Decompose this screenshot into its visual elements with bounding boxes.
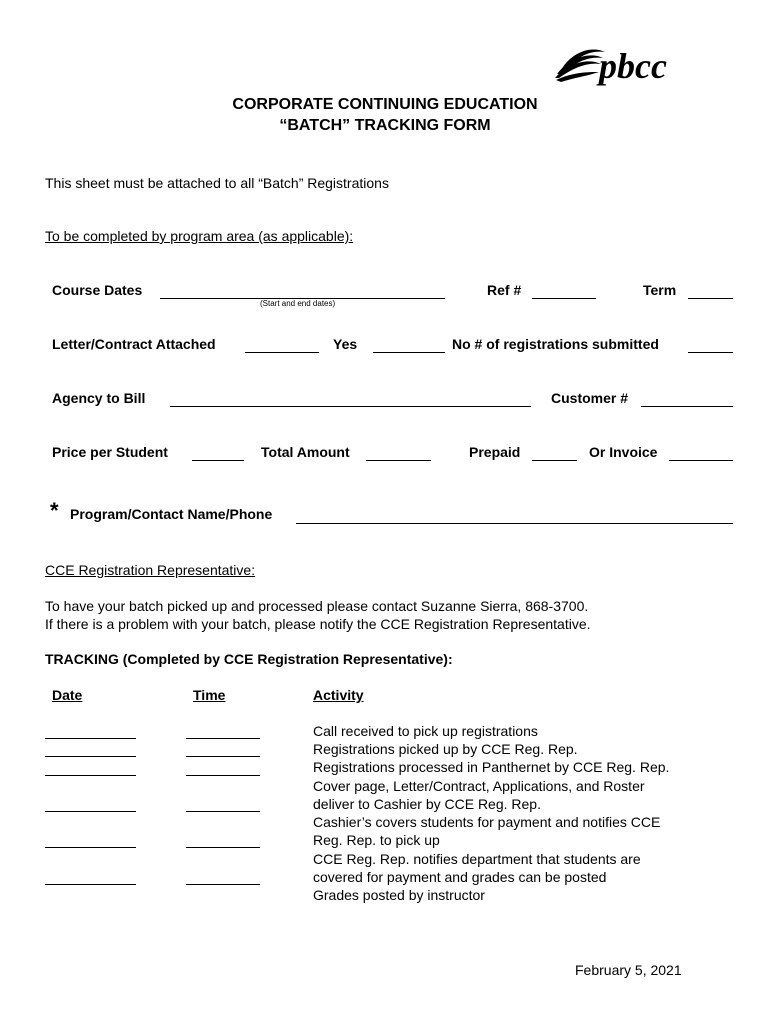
total-label: Total Amount [261,444,350,460]
customer-field[interactable] [641,406,733,407]
col-activity-header: Activity [313,687,364,703]
price-field[interactable] [192,460,244,461]
prepaid-field[interactable] [532,460,577,461]
tracking-date-field[interactable] [45,756,136,757]
price-label: Price per Student [52,444,168,460]
activity-line: covered for payment and grades can be posted [313,869,607,885]
activity-line: deliver to Cashier by CCE Reg. Rep. [313,796,541,812]
no-registrations-label: No # of registrations submitted [452,336,659,352]
tracking-date-field[interactable] [45,847,136,848]
activity-line: CCE Reg. Rep. notifies department that students are [313,851,641,867]
activity-line: Cashier’s covers students for payment and notifies CCE [313,814,661,830]
agency-field[interactable] [170,406,531,407]
tracking-date-field[interactable] [45,884,136,885]
course-dates-hint: (Start and end dates) [260,299,336,308]
term-label: Term [643,282,677,298]
program-contact-field[interactable] [296,523,733,524]
no-registrations-field[interactable] [688,352,733,353]
activity-line: Registrations picked up by CCE Reg. Rep. [313,741,578,757]
form-title-line1: CORPORATE CONTINUING EDUCATION [232,96,538,113]
col-time-header: Time [193,687,226,703]
yes-label: Yes [333,336,358,352]
activity-line: Registrations processed in Panthernet by CCE Reg. Rep. [313,759,670,775]
activity-line: Cover page, Letter/Contract, Applications, and Roster [313,778,645,794]
section-program-heading: To be completed by program area (as applicable): [45,228,354,244]
yes-field[interactable] [373,352,445,353]
section-rep-heading: CCE Registration Representative: [45,562,256,578]
tracking-time-field[interactable] [186,811,260,812]
tracking-date-field[interactable] [45,811,136,812]
footer-date: February 5, 2021 [575,962,682,978]
tracking-time-field[interactable] [186,756,260,757]
rep-instructions-line1: To have your batch picked up and processed please contact Suzanne Sierra, 868-3700. [45,598,589,614]
agency-label: Agency to Bill [52,390,146,406]
intro-text: This sheet must be attached to all “Batch” Registrations [45,175,389,191]
prepaid-label: Prepaid [469,444,521,460]
tracking-date-field[interactable] [45,775,136,776]
tracking-time-field[interactable] [186,738,260,739]
letter-contract-field[interactable] [245,352,319,353]
total-field[interactable] [366,460,431,461]
col-date-header: Date [52,687,83,703]
rep-instructions-line2: If there is a problem with your batch, please notify the CCE Registration Representative. [45,616,591,632]
invoice-field[interactable] [669,460,733,461]
customer-label: Customer # [551,390,629,406]
ref-label: Ref # [487,282,522,298]
required-asterisk: * [50,498,59,523]
tracking-time-field[interactable] [186,884,260,885]
course-dates-label: Course Dates [52,282,143,298]
program-contact-label: Program/Contact Name/Phone [70,506,273,522]
logo-swoosh-icon [553,42,698,92]
letter-contract-label: Letter/Contract Attached [52,336,216,352]
activity-line: Reg. Rep. to pick up [313,832,440,848]
pbcc-logo [553,42,698,92]
tracking-date-field[interactable] [45,738,136,739]
invoice-label: Or Invoice [589,444,658,460]
activity-line: Call received to pick up registrations [313,723,538,739]
tracking-time-field[interactable] [186,847,260,848]
activity-line: Grades posted by instructor [313,887,485,903]
tracking-heading: TRACKING (Completed by CCE Registration Representative): [45,651,453,667]
term-field[interactable] [688,298,733,299]
form-title-line2: “BATCH” TRACKING FORM [279,117,491,134]
logo-text: pbcc [599,46,667,86]
ref-field[interactable] [532,298,596,299]
tracking-time-field[interactable] [186,775,260,776]
